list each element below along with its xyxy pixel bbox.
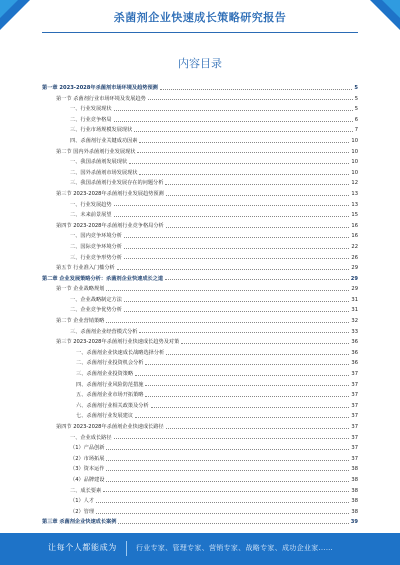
toc-entry[interactable] xyxy=(42,517,358,528)
toc-dot-leader xyxy=(106,460,349,461)
toc-entry[interactable] xyxy=(42,337,358,348)
toc-dot-leader xyxy=(124,237,350,238)
toc-entry[interactable] xyxy=(42,411,358,422)
toc-entry-title: 第四节 2023-2028年杀菌剂企业快速成长路径 xyxy=(56,424,164,430)
toc-entry-title: 二、国际竞争环境分析 xyxy=(70,243,122,250)
toc-dot-leader xyxy=(106,481,349,482)
toc-entry[interactable] xyxy=(42,221,358,232)
toc-dot-leader xyxy=(137,152,349,153)
toc-page-number: 6 xyxy=(354,116,358,123)
toc-entry-title: 四、杀菌剂行业关键成功因素 xyxy=(70,137,138,144)
toc-dot-leader xyxy=(106,449,349,450)
toc-entry-title: 一、行业发展现状 xyxy=(70,106,112,113)
toc-dot-leader xyxy=(166,227,350,228)
toc-page-number: 37 xyxy=(351,455,358,462)
toc-dot-leader xyxy=(165,184,349,185)
toc-entry[interactable] xyxy=(42,284,358,295)
toc-entry-title: 二、国外杀菌剂市场发展现状 xyxy=(70,169,138,176)
toc-entry-title: 三、杀菌剂企业投资策略 xyxy=(76,371,134,378)
toc-dot-leader xyxy=(145,385,349,386)
toc-entry-title: 第二节 国内外杀菌剂行业发展现状 xyxy=(56,148,136,155)
toc-dot-leader xyxy=(106,470,349,471)
toc-page-number: 29 xyxy=(351,265,358,272)
toc-entry[interactable] xyxy=(42,210,358,221)
toc-entry[interactable] xyxy=(42,486,358,497)
toc-entry-title: 一、我国杀菌剂发展现状 xyxy=(70,159,128,166)
toc-page-number: 12 xyxy=(351,180,358,187)
toc-page-number: 36 xyxy=(351,349,358,356)
toc-page-number: 38 xyxy=(351,487,358,494)
toc-entry-title: 一、企业成长路径 xyxy=(70,434,112,441)
toc-entry[interactable] xyxy=(42,496,358,507)
toc-dot-leader xyxy=(165,279,349,280)
toc-dot-leader xyxy=(139,174,349,175)
toc-dot-leader xyxy=(124,311,350,312)
toc-page-number: 38 xyxy=(351,466,358,473)
header-rule xyxy=(42,32,358,33)
toc-page-number: 7 xyxy=(354,127,358,134)
toc-entry-title: （3）资本运作 xyxy=(70,466,105,473)
toc-dot-leader xyxy=(106,322,349,323)
toc-page-number: 5 xyxy=(354,106,358,113)
toc-entry[interactable] xyxy=(42,316,358,327)
toc-dot-leader xyxy=(118,523,348,524)
toc-page-number: 15 xyxy=(351,212,358,219)
toc-dot-leader xyxy=(96,513,349,514)
toc-entry-title: 三、我国杀菌剂行业发展存在的问题分析 xyxy=(70,180,164,187)
toc-page-number: 37 xyxy=(351,392,358,399)
toc-page-number: 37 xyxy=(351,434,358,441)
toc-page-number: 37 xyxy=(351,381,358,388)
toc-dot-leader xyxy=(114,438,350,439)
toc-page-number: 29 xyxy=(351,286,358,293)
toc-page-number: 38 xyxy=(351,508,358,515)
toc-entry[interactable] xyxy=(42,189,358,200)
toc-dot-leader xyxy=(117,269,350,270)
toc-entry[interactable] xyxy=(42,168,358,179)
document-title: 杀菌剂企业快速成长策略研究报告 xyxy=(113,11,287,24)
toc-page-number: 22 xyxy=(351,243,358,250)
toc-entry[interactable] xyxy=(42,464,358,475)
toc-page-number: 32 xyxy=(351,318,358,325)
toc-dot-leader xyxy=(96,502,349,503)
toc-entry[interactable] xyxy=(42,178,358,189)
toc-entry-title: 第三章 杀菌剂企业快速成长案例 xyxy=(42,519,117,526)
toc-entry[interactable] xyxy=(42,327,358,338)
toc-dot-leader xyxy=(166,428,350,429)
toc-entry-title: 第五节 行业准入门槛分析 xyxy=(56,265,115,272)
toc-entry-title: 二、行业竞争格局 xyxy=(70,116,112,123)
toc-entry[interactable] xyxy=(42,242,358,253)
toc-entry[interactable] xyxy=(42,136,358,147)
toc-entry[interactable] xyxy=(42,263,358,274)
toc-dot-leader xyxy=(139,332,349,333)
toc-dot-leader xyxy=(114,121,353,122)
toc-page-number: 5 xyxy=(354,85,358,91)
toc-entry[interactable] xyxy=(42,454,358,465)
toc-page-number: 37 xyxy=(351,424,358,430)
toc-entry[interactable] xyxy=(42,253,358,264)
toc-entry[interactable] xyxy=(42,305,358,316)
toc-entry-title: 四、杀菌剂行业风险防范措施 xyxy=(76,381,144,388)
toc-dot-leader xyxy=(124,248,350,249)
toc-page-number: 37 xyxy=(351,413,358,420)
toc-entry-title: 一、国内竞争环境分析 xyxy=(70,233,122,240)
footer-slogan: 让每个人都能成为 xyxy=(48,543,117,552)
footer-tagline: 行业专家、管理专家、营销专家、战略专家、成功企业家…… xyxy=(136,544,334,552)
toc-page-number: 36 xyxy=(351,339,358,346)
toc-entry-title: 六、杀菌剂行业相关政策及分析 xyxy=(76,402,149,409)
toc-dot-leader xyxy=(129,163,349,164)
toc-entry-title: 三、杀菌剂企业经营模式分析 xyxy=(70,328,138,335)
toc-entry-title: 五、杀菌剂企业市场开拓策略 xyxy=(76,392,144,399)
toc-page-number: 10 xyxy=(351,137,358,144)
toc-dot-leader xyxy=(103,491,349,492)
toc-entry[interactable] xyxy=(42,390,358,401)
table-of-contents xyxy=(42,83,358,528)
toc-page-number: 16 xyxy=(351,233,358,240)
toc-page-number: 5 xyxy=(354,95,358,102)
toc-page-number: 36 xyxy=(351,360,358,367)
toc-page-number: 37 xyxy=(351,371,358,378)
toc-dot-leader xyxy=(114,216,350,217)
toc-entry-title: 一、行业发展趋势 xyxy=(70,201,112,208)
toc-entry-title: 第四节 2023-2028年杀菌剂行业竞争格局分析 xyxy=(56,222,164,229)
toc-dot-leader xyxy=(124,301,350,302)
toc-dot-leader xyxy=(166,354,349,355)
toc-entry[interactable] xyxy=(42,433,358,444)
toc-dot-leader xyxy=(148,99,353,100)
toc-entry-title: （4）品牌建设 xyxy=(70,476,105,483)
toc-dot-leader xyxy=(124,258,350,259)
toc-entry-title: 第二章 企业发展策略分析：杀菌剂企业快速成长之道 xyxy=(42,275,164,282)
toc-heading: 内容目录 xyxy=(178,57,222,70)
toc-entry-title: 三、行业市场规模发展现状 xyxy=(70,127,133,134)
toc-entry-title: 第二节 企业营销策略 xyxy=(56,318,105,325)
toc-dot-leader xyxy=(114,205,350,206)
toc-dot-leader xyxy=(139,142,349,143)
toc-entry-title: 二、杀菌剂行业投资机会分析 xyxy=(76,360,144,367)
toc-page-number: 31 xyxy=(351,296,358,303)
toc-entry[interactable] xyxy=(42,147,358,158)
toc-page-number: 10 xyxy=(351,169,358,176)
page-footer xyxy=(0,533,400,565)
toc-dot-leader xyxy=(134,131,352,132)
toc-page-number: 37 xyxy=(351,402,358,409)
toc-entry-title: 第三节 2023-2028年杀菌剂行业快速成长趋势及对策 xyxy=(56,339,180,346)
toc-entry[interactable] xyxy=(42,125,358,136)
toc-dot-leader xyxy=(160,89,353,90)
toc-entry[interactable] xyxy=(42,83,358,94)
toc-page-number: 31 xyxy=(351,307,358,314)
toc-dot-leader xyxy=(151,407,350,408)
footer-divider xyxy=(126,541,127,556)
toc-entry[interactable] xyxy=(42,348,358,359)
toc-entry-title: （2）管理 xyxy=(70,508,95,515)
toc-entry[interactable] xyxy=(42,200,358,211)
toc-entry[interactable] xyxy=(42,295,358,306)
toc-entry-title: 一、企业战略制定方法 xyxy=(70,296,122,303)
toc-entry[interactable] xyxy=(42,380,358,391)
toc-page-number: 16 xyxy=(351,222,358,229)
toc-dot-leader xyxy=(114,110,353,111)
toc-entry-title: （1）人才 xyxy=(70,498,95,505)
toc-entry[interactable] xyxy=(42,443,358,454)
toc-entry-title: 三、行业竞争形势分析 xyxy=(70,254,122,261)
toc-page-number: 38 xyxy=(351,498,358,505)
toc-entry-title: 第一章 2023-2028年杀菌剂市场环境及趋势预测 xyxy=(42,85,158,91)
toc-dot-leader xyxy=(135,375,349,376)
toc-entry-title: 第一节 杀菌剂行业市场环境及发展趋势 xyxy=(56,95,146,102)
toc-entry[interactable] xyxy=(42,475,358,486)
toc-entry[interactable] xyxy=(42,422,358,433)
toc-entry[interactable] xyxy=(42,104,358,115)
toc-entry[interactable] xyxy=(42,358,358,369)
toc-entry-title: 二、成长要素 xyxy=(70,487,102,494)
toc-entry-title: 一、杀菌剂企业快速成长战略选择分析 xyxy=(76,349,165,356)
toc-entry-title: 二、未来前景展望 xyxy=(70,212,112,219)
toc-dot-leader xyxy=(106,290,349,291)
toc-page-number: 37 xyxy=(351,445,358,452)
toc-page-number: 33 xyxy=(351,328,358,335)
toc-entry[interactable] xyxy=(42,507,358,518)
toc-entry[interactable] xyxy=(42,401,358,412)
toc-entry[interactable] xyxy=(42,274,358,285)
toc-entry-title: （2）市场拓展 xyxy=(70,455,105,462)
toc-entry-title: （1）产品创新 xyxy=(70,445,105,452)
toc-page-number: 38 xyxy=(351,476,358,483)
toc-dot-leader xyxy=(145,396,349,397)
page-header xyxy=(0,0,400,34)
toc-dot-leader xyxy=(181,343,349,344)
toc-entry[interactable] xyxy=(42,115,358,126)
toc-entry-title: 第三节 2023-2028年杀菌剂行业发展趋势预测 xyxy=(56,190,164,197)
toc-entry[interactable] xyxy=(42,231,358,242)
toc-entry-title: 七、杀菌剂行业发展建议 xyxy=(76,413,134,420)
toc-page-number: 26 xyxy=(351,254,358,261)
toc-page-number: 10 xyxy=(351,148,358,155)
toc-dot-leader xyxy=(166,195,350,196)
toc-entry-title: 第一节 企业战略规划 xyxy=(56,286,105,293)
toc-entry-title: 二、企业竞争优势分析 xyxy=(70,307,122,314)
toc-dot-leader xyxy=(135,417,349,418)
toc-entry[interactable] xyxy=(42,369,358,380)
toc-page-number: 13 xyxy=(351,201,358,208)
toc-page-number: 13 xyxy=(351,190,358,197)
toc-dot-leader xyxy=(145,364,349,365)
toc-page-number: 39 xyxy=(350,519,358,526)
toc-page-number: 10 xyxy=(351,159,358,166)
toc-entry[interactable] xyxy=(42,157,358,168)
toc-entry[interactable] xyxy=(42,94,358,105)
toc-page-number: 29 xyxy=(350,275,358,282)
